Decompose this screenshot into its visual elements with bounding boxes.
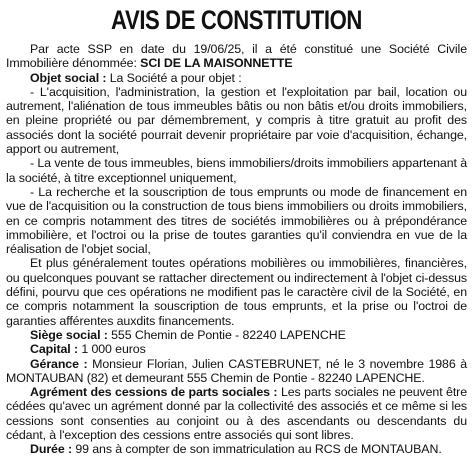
- objet-item-3: - La recherche et la souscription de tous emprunts ou mode de financement en vue de l'acquisition ou la construction de tous biens immobiliers ou droits immobiliers, en ce compris notamment des titres de sociétés immobilières ou à prépondérance immobilière, et l'octroi ou la prise de toutes garanties qu'il conviendra en vue de la réalisation de l'objet social,: [6, 184, 467, 257]
- objet-label: Objet social :: [30, 70, 107, 85]
- objet-heading: [6, 71, 467, 85]
- intro-text: Par acte SSP en date du 19/06/25, il a été constitué une Société Civile Immobilière dénommée:: [6, 42, 467, 71]
- siege-value: 555 Chemin de Pontie - 82240 LAPENCHE: [107, 327, 346, 342]
- duree-paragraph: [6, 442, 467, 456]
- capital-value: 1 000 euros: [77, 342, 146, 357]
- company-name: SCI DE LA MAISONNETTE: [140, 56, 293, 71]
- capital-paragraph: [6, 342, 467, 356]
- agrement-value: Les parts sociales ne peuvent être cédées qu'avec un agrément donné par la collectivité des associés et ce même si les cessions sont consenties au conjoint ou à des ascendants ou descendants du cédant, à l'exception des cessions entre associés qui sont libres.: [6, 385, 467, 443]
- objet-item-1: - L'acquisition, l'administration, la gestion et l'exploitation par bail, location ou autrement, l'aliénation de tous immeubles bâtis ou non bâtis et/ou droits immobiliers, en pleine propriété ou par démembrement, y compris à titre gratuit au profit des associés dont la société pourrait devenir propriétaire par voie d'acquisition, échange, apport ou autrement,: [6, 84, 467, 157]
- notice-title: AVIS DE CONSTITUTION: [111, 5, 362, 35]
- objet-item-2: - La vente de tous immeubles, biens immobiliers/droits immobiliers appartenant à la société, à titre exceptionnel uniquement,: [6, 156, 467, 185]
- gerance-label: Gérance :: [30, 356, 88, 371]
- capital-label: Capital :: [30, 342, 78, 357]
- duree-value: 99 ans à compter de son immatriculation au RCS de MONTAUBAN.: [72, 442, 442, 457]
- objet-lead: La Société a pour objet :: [106, 70, 242, 85]
- duree-label: Durée :: [30, 442, 72, 457]
- siege-label: Siège social :: [30, 327, 108, 342]
- objet-item-4: Et plus généralement toutes opérations mobilières ou immobilières, financières, ou quelconques pouvant se rattacher directement ou indirectement à l'objet ci-dessus défini, pourvu que ces opérations ne modifient pas le caractère civil de la Société, en ce compris notamment la souscription de tous emprunts, et la prise ou l'octroi de garanties afférentes auxdits financements.: [6, 256, 467, 328]
- agrement-label: Agrément des cessions de parts sociales :: [30, 385, 278, 400]
- intro-paragraph: [6, 42, 467, 71]
- gerance-value: Monsieur Florian, Julien CASTEBRUNET, né le 3 novembre 1986 à MONTAUBAN (82) et demeurant 555 Chemin de Pontie - 82240 LAPENCHE.: [6, 356, 467, 385]
- siege-paragraph: [6, 328, 467, 342]
- gerance-paragraph: [6, 357, 467, 386]
- notice-body: [6, 42, 467, 457]
- agrement-paragraph: [6, 385, 467, 442]
